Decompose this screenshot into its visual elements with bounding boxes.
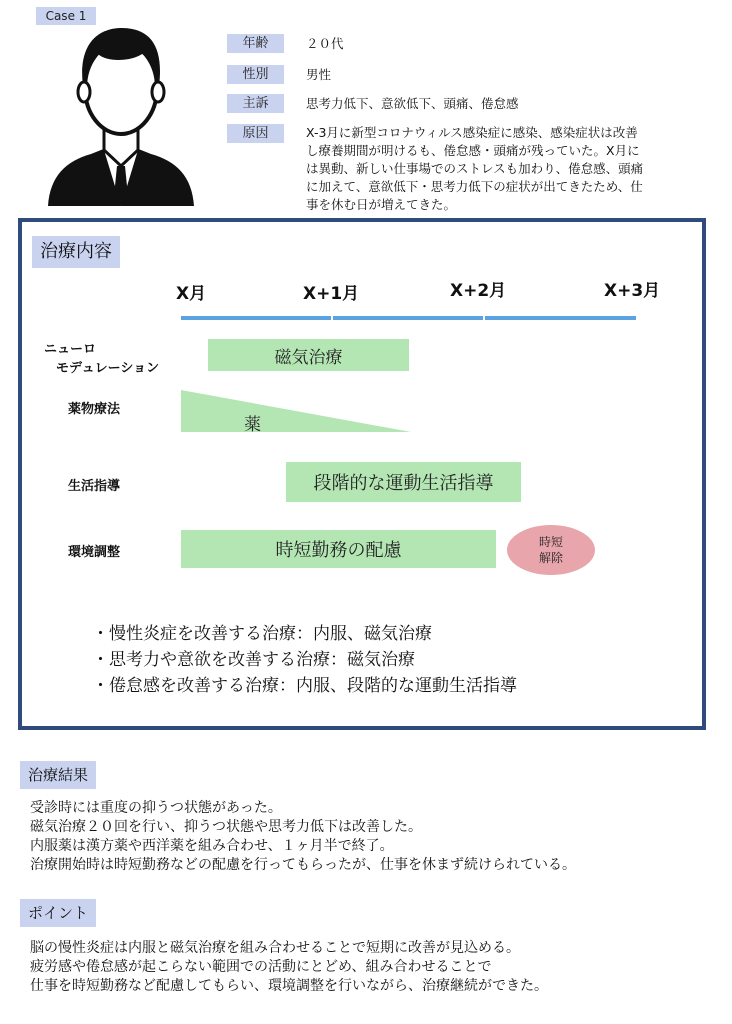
drug-bar-label: 薬: [244, 415, 261, 435]
shorttime-work-bar: 時短勤務の配慮: [181, 530, 496, 568]
age-value: ２０代: [306, 36, 344, 51]
result-title: 治療結果: [20, 761, 96, 789]
case-label: Case 1: [36, 7, 96, 25]
bullet-item: ・倦怠感を改善する治療：内服、段階的な運動生活指導: [92, 676, 517, 696]
exercise-guidance-bar: 段階的な運動生活指導: [286, 462, 521, 502]
row-label-environment: 環境調整: [68, 545, 121, 560]
sex-value: 男性: [306, 67, 332, 82]
timeline-tick: [331, 314, 333, 322]
complaint-value: 思考力低下、意欲低下、頭痛、倦怠感: [306, 96, 519, 111]
timeline-bar: [181, 316, 636, 320]
point-line: 仕事を時短勤務など配慮してもらい、環境調整を行いながら、治療継続ができた。: [30, 978, 548, 994]
bullet-item: ・慢性炎症を改善する治療：内服、磁気治療: [92, 624, 432, 644]
cause-line: し療養期間が明けるも、倦怠感・頭痛が残っていた。X月に: [306, 143, 640, 158]
month-x2: X+2月: [450, 281, 507, 301]
person-avatar-icon: [46, 16, 196, 206]
month-x: X月: [176, 284, 207, 304]
point-line: 疲労感や倦怠感が起こらない範囲での活動にとどめ、組み合わせることで: [30, 959, 492, 975]
magnetic-therapy-bar: 磁気治療: [208, 339, 409, 371]
result-line: 治療開始時は時短勤務などの配慮を行ってもらったが、仕事を休まず続けられている。: [30, 857, 576, 873]
cause-line: は異動、新しい仕事場でのストレスも加わり、倦怠感、頭痛: [306, 161, 644, 176]
month-x1: X+1月: [303, 284, 360, 304]
result-text: [30, 799, 576, 875]
point-line: 脳の慢性炎症は内服と磁気治療を組み合わせることで短期に改善が見込める。: [30, 940, 520, 956]
shorttime-release-badge: [507, 525, 595, 575]
timeline-tick: [483, 314, 485, 322]
row-label-neuro-1: ニューロ: [44, 342, 97, 357]
result-line: 磁気治療２０回を行い、抑うつ状態や思考力低下は改善した。: [30, 819, 422, 835]
cause-line: に加えて、意欲低下・思考力低下の症状が出てきたため、仕: [306, 179, 643, 194]
result-line: 受診時には重度の抑うつ状態があった。: [30, 800, 282, 816]
sex-label: 性別: [227, 65, 284, 84]
age-label: 年齢: [227, 34, 284, 53]
bullet-item: ・思考力や意欲を改善する治療：磁気治療: [92, 650, 415, 670]
cause-text: [306, 124, 706, 214]
month-x3: X+3月: [604, 281, 661, 301]
row-label-neuro-2: モデュレーション: [56, 361, 160, 376]
point-text: [30, 939, 548, 996]
drug-taper-triangle: [181, 390, 411, 432]
treatment-title: 治療内容: [32, 236, 120, 268]
cause-label: 原因: [227, 124, 284, 143]
row-label-lifestyle: 生活指導: [68, 479, 121, 494]
result-line: 内服薬は漢方薬や西洋薬を組み合わせ、１ヶ月半で終了。: [30, 838, 394, 854]
cause-line: 事を休む日が増えてきた。: [306, 197, 457, 212]
release-line: 解除: [538, 551, 563, 565]
cause-line: X-3月に新型コロナウィルス感染症に感染、感染症状は改善: [306, 125, 638, 140]
complaint-label: 主訴: [227, 94, 284, 113]
release-line: 時短: [538, 535, 563, 549]
row-label-drug: 薬物療法: [68, 402, 121, 417]
point-title: ポイント: [20, 899, 96, 927]
